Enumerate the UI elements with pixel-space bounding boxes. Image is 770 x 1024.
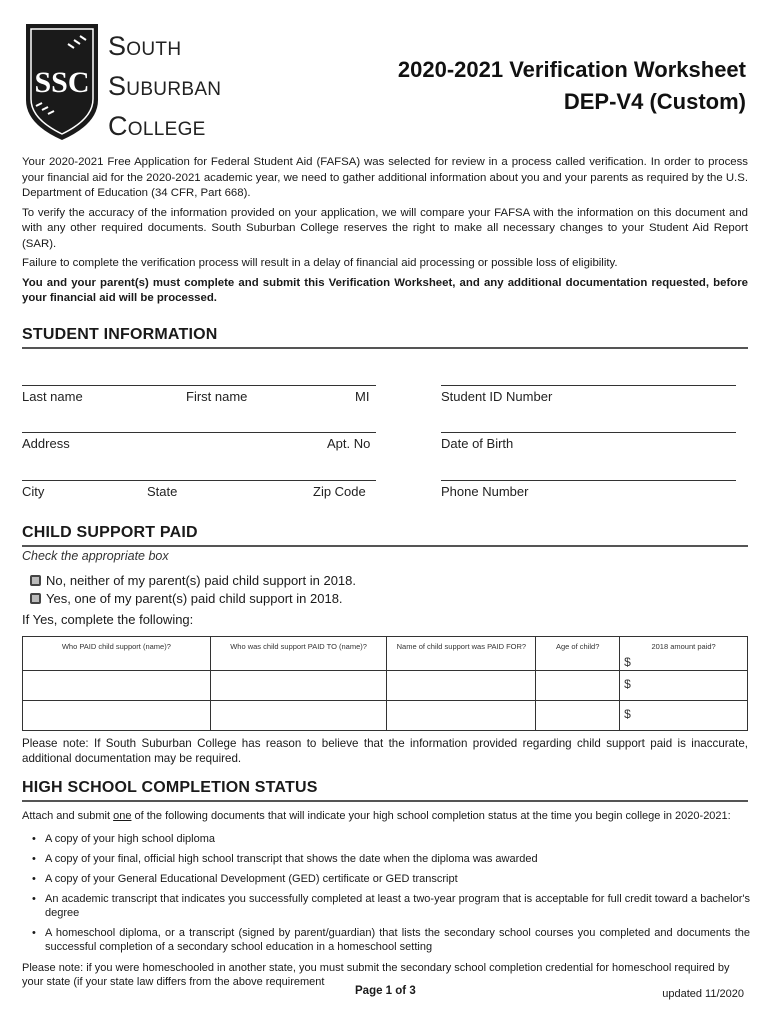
state-label: State [147, 484, 178, 499]
student-info-heading: STUDENT INFORMATION [22, 326, 218, 343]
first-name-label: First name [186, 389, 248, 404]
mi-label: MI [355, 389, 370, 404]
phone-label: Phone Number [441, 484, 529, 499]
option-no[interactable] [30, 573, 356, 588]
intro-paragraph-1: Your 2020-2021 Free Application for Federal Student Aid (FAFSA) was selected for review in a process called verification. In order to process your financial aid for the 2020-2021 academic year, we need to gather additional information about you and your parents as required by the U.S. Department of Education (34 CFR, Part 668). [22, 156, 748, 199]
homeschool-note: Please note: if you were homeschooled in another state, you must submit the secondary school completion credential for homeschool required by your state (if your state law differs from the above requirement [22, 962, 730, 988]
option-yes-label: Yes, one of my parent(s) paid child support in 2018. [46, 591, 343, 606]
cell-input[interactable] [536, 671, 620, 701]
option-yes[interactable] [30, 591, 343, 606]
college-name-line-1: South [108, 31, 182, 61]
section-divider [22, 800, 748, 802]
intro-text [22, 155, 748, 311]
intro-paragraph-4: You and your parent(s) must complete and submit this Verification Worksheet, and any additional documentation requested, before your financial aid will be processed. [22, 276, 748, 304]
logo-letters: SSC [34, 66, 90, 99]
title-line-2: DEP-V4 (Custom) [563, 89, 746, 114]
intro-paragraph-2: To verify the accuracy of the information provided on your application, we will compare your FAFSA with the information on this document and with any other required documents. South Suburban College reserves the right to make all necessary changes to your Student Aid Report (SAR). [22, 206, 748, 250]
hs-intro-pre: Attach and submit [22, 810, 114, 822]
cell-input[interactable] [210, 701, 387, 731]
last-name-label: Last name [22, 389, 83, 404]
cell-input[interactable] [620, 701, 748, 731]
college-name [108, 26, 221, 146]
section-divider [22, 347, 748, 349]
address-label: Address [22, 436, 70, 451]
table-row [23, 701, 748, 731]
list-item: • An academic transcript that indicates you successfully completed at least a two-year program that is acceptable for full credit toward a bachelor's degree [30, 892, 750, 920]
option-no-label: No, neither of my parent(s) paid child support in 2018. [46, 573, 357, 588]
col-header-paid-by: Who PAID child support (name)? [23, 637, 211, 671]
updated-date: updated 11/2020 [662, 988, 744, 1000]
checkbox-yes[interactable] [30, 593, 41, 604]
zip-label: Zip Code [313, 484, 366, 499]
child-support-heading: CHILD SUPPORT PAID [22, 524, 198, 541]
cell-input[interactable] [536, 701, 620, 731]
cell-input[interactable] [23, 701, 211, 731]
col-header-amount-label: 2018 amount paid? [651, 642, 716, 651]
cell-input[interactable] [210, 671, 387, 701]
list-item: • A copy of your General Educational Development (GED) certificate or GED transcript [30, 872, 750, 886]
document-title [398, 54, 746, 118]
check-box-instruction: Check the appropriate box [22, 549, 169, 563]
list-item: • A copy of your final, official high school transcript that shows the date when the diploma was awarded [30, 852, 750, 866]
apt-no-label: Apt. No [327, 436, 371, 451]
student-id-label: Student ID Number [441, 389, 553, 404]
phone-field[interactable] [441, 480, 736, 481]
dollar-sign: $ [624, 655, 631, 669]
dob-label: Date of Birth [441, 436, 514, 451]
student-id-field[interactable] [441, 385, 736, 386]
list-item: • A homeschool diploma, or a transcript (signed by parent/guardian) that lists the secondary school courses you completed and documents the successful completion of a secondary school education in a homeschool setting [30, 926, 750, 954]
col-header-paid-for: Name of child support was PAID FOR? [387, 637, 536, 671]
cell-input[interactable] [387, 671, 536, 701]
title-line-1: 2020-2021 Verification Worksheet [397, 57, 746, 82]
hs-intro-one: one [113, 810, 132, 822]
college-logo [22, 22, 102, 142]
city-label: City [22, 484, 45, 499]
child-support-note: Please note: If South Suburban College has reason to believe that the information provided regarding child support paid is inaccurate, additional documentation may be required. [22, 737, 748, 765]
child-support-table [22, 636, 748, 731]
col-header-age: Age of child? [536, 637, 620, 671]
table-row [23, 671, 748, 701]
page-number: Page 1 of 3 [355, 985, 416, 997]
high-school-intro [22, 810, 731, 822]
college-name-line-3: College [108, 111, 206, 141]
city-state-zip-field[interactable] [22, 480, 376, 481]
high-school-heading: HIGH SCHOOL COMPLETION STATUS [22, 779, 318, 796]
intro-paragraph-3: Failure to complete the verification process will result in a delay of financial aid processing or possible loss of eligibility. [22, 257, 618, 269]
section-divider [22, 545, 748, 547]
col-header-amount[interactable] [620, 637, 748, 671]
dob-field[interactable] [441, 432, 736, 433]
dollar-sign: $ [624, 677, 631, 691]
cell-input[interactable] [620, 671, 748, 701]
address-field[interactable] [22, 432, 376, 433]
cell-input[interactable] [387, 701, 536, 731]
table-header-row [23, 637, 748, 671]
name-field[interactable] [22, 385, 376, 386]
checkbox-no[interactable] [30, 575, 41, 586]
college-name-line-2: Suburban [108, 71, 222, 101]
col-header-paid-to: Who was child support PAID TO (name)? [210, 637, 387, 671]
hs-intro-post: of the following documents that will indicate your high school completion status at the time you begin college in 2020-2021: [131, 810, 731, 822]
cell-input[interactable] [23, 671, 211, 701]
dollar-sign: $ [624, 707, 631, 721]
document-options-list [30, 832, 750, 960]
list-item: • A copy of your high school diploma [30, 832, 750, 846]
if-yes-instruction: If Yes, complete the following: [22, 612, 194, 627]
